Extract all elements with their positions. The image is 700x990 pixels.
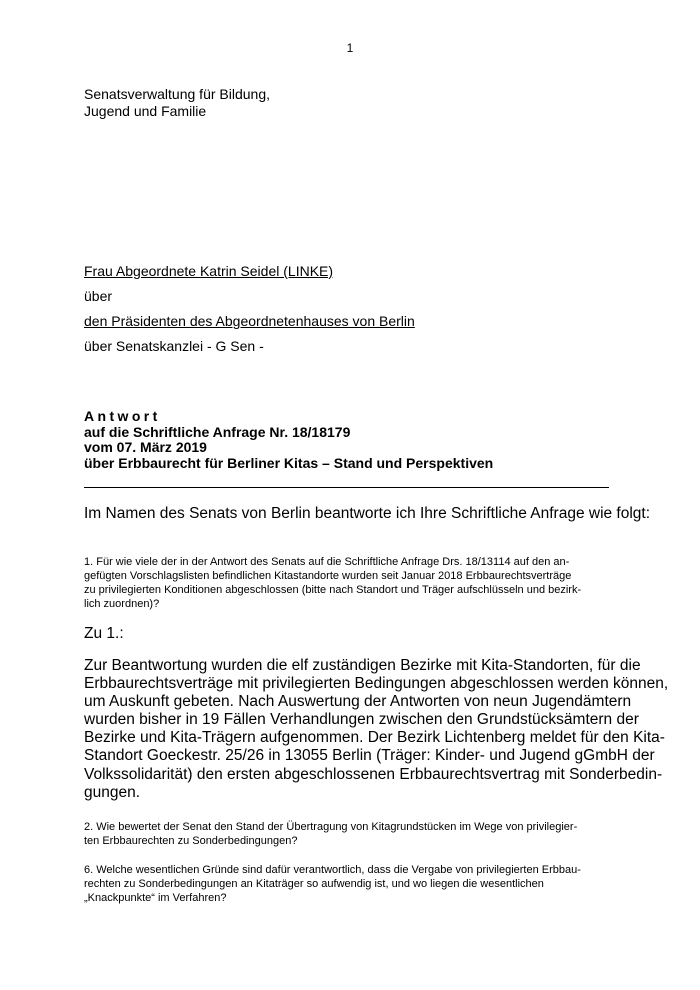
question-1-line: gefügten Vorschlagslisten befindlichen Kitastandorte wurden seit Januar 2018 Erbbaurechtsverträge [84,570,572,582]
answer-1-line: gungen. [84,783,141,801]
question-1-line: 1. Für wie viele der in der Antwort des Senats auf die Schriftliche Anfrage Drs. 18/13114 auf den an- [84,556,570,568]
answer-1-line: Zur Beantwortung wurden die elf zuständigen Bezirke mit Kita-Standorten, für die [84,657,641,674]
recipient-via: über [84,288,113,304]
answer-1-line: wurden bisher in 19 Fällen Verhandlungen zwischen den Grundstücksämtern der [84,711,639,729]
title-block [84,409,493,471]
answer-1-line: Standort Goeckestr. 25/26 in 13055 Berlin (Träger: Kinder- und Jugend gGmbH der [84,747,655,765]
title-line-2: auf die Schriftliche Anfrage Nr. 18/18179 [84,423,351,440]
question-1-line: zu privilegierten Konditionen abgeschlossen (bitte nach Standort und Träger aufschlüsseln und bezirk- [84,584,582,596]
question-6-line: „Knackpunkte“ im Verfahren? [84,892,227,904]
sender-line-2: Jugend und Familie [84,103,207,119]
sender-block [84,86,270,120]
question-2 [84,820,614,848]
answer-1-line: Erbbaurechtsverträge mit privilegierten Bedingungen abgeschlossen werden können, [84,675,669,693]
answer-1 [84,657,669,802]
recipient-name: Frau Abgeordnete Katrin Seidel (LINKE) [84,263,334,279]
answer-1-label: Zu 1.: [84,625,124,642]
answer-1-line: Volkssolidarität) den ersten abgeschlossenen Erbbaurechtsvertrag mit Sonderbedin- [84,765,663,783]
question-2-line: ten Erbbaurechten zu Sonderbedingungen? [84,835,298,847]
answer-1-line: um Auskunft gebeten. Nach Auswertung der Antworten von neun Jugendämtern [84,693,632,711]
title-line-4: über Erbbaurecht für Berliner Kitas – Stand und Perspektiven [84,454,494,471]
recipient-president: den Präsidenten des Abgeordnetenhauses von Berlin [84,313,415,329]
question-6 [84,863,614,905]
recipient-chancellery: über Senatskanzlei - G Sen - [84,338,264,354]
intro-text: Im Namen des Senats von Berlin beantworte ich Ihre Schriftliche Anfrage wie folgt: [84,505,651,522]
question-1-line: lich zuordnen)? [84,598,160,610]
title-divider [84,487,609,488]
sender-line-1: Senatsverwaltung für Bildung, [84,86,270,102]
page-number: 1 [346,41,354,55]
question-1 [84,555,614,611]
title-heading: Antwort [84,408,161,424]
question-6-line: 6. Welche wesentlichen Gründe sind dafür verantwortlich, dass die Vergabe von privilegierten Erbbau- [84,864,581,876]
question-6-line: rechten zu Sonderbedingungen an Kitaträger so aufwendig ist, und wo liegen die wesentlichen [84,878,544,890]
title-line-3: vom 07. März 2019 [84,439,207,455]
answer-1-line: Bezirke und Kita-Trägern aufgenommen. Der Bezirk Lichtenberg meldet für den Kita- [84,729,665,747]
question-2-line: 2. Wie bewertet der Senat den Stand der Übertragung von Kitagrundstücken im Wege von privilegier- [84,821,578,833]
